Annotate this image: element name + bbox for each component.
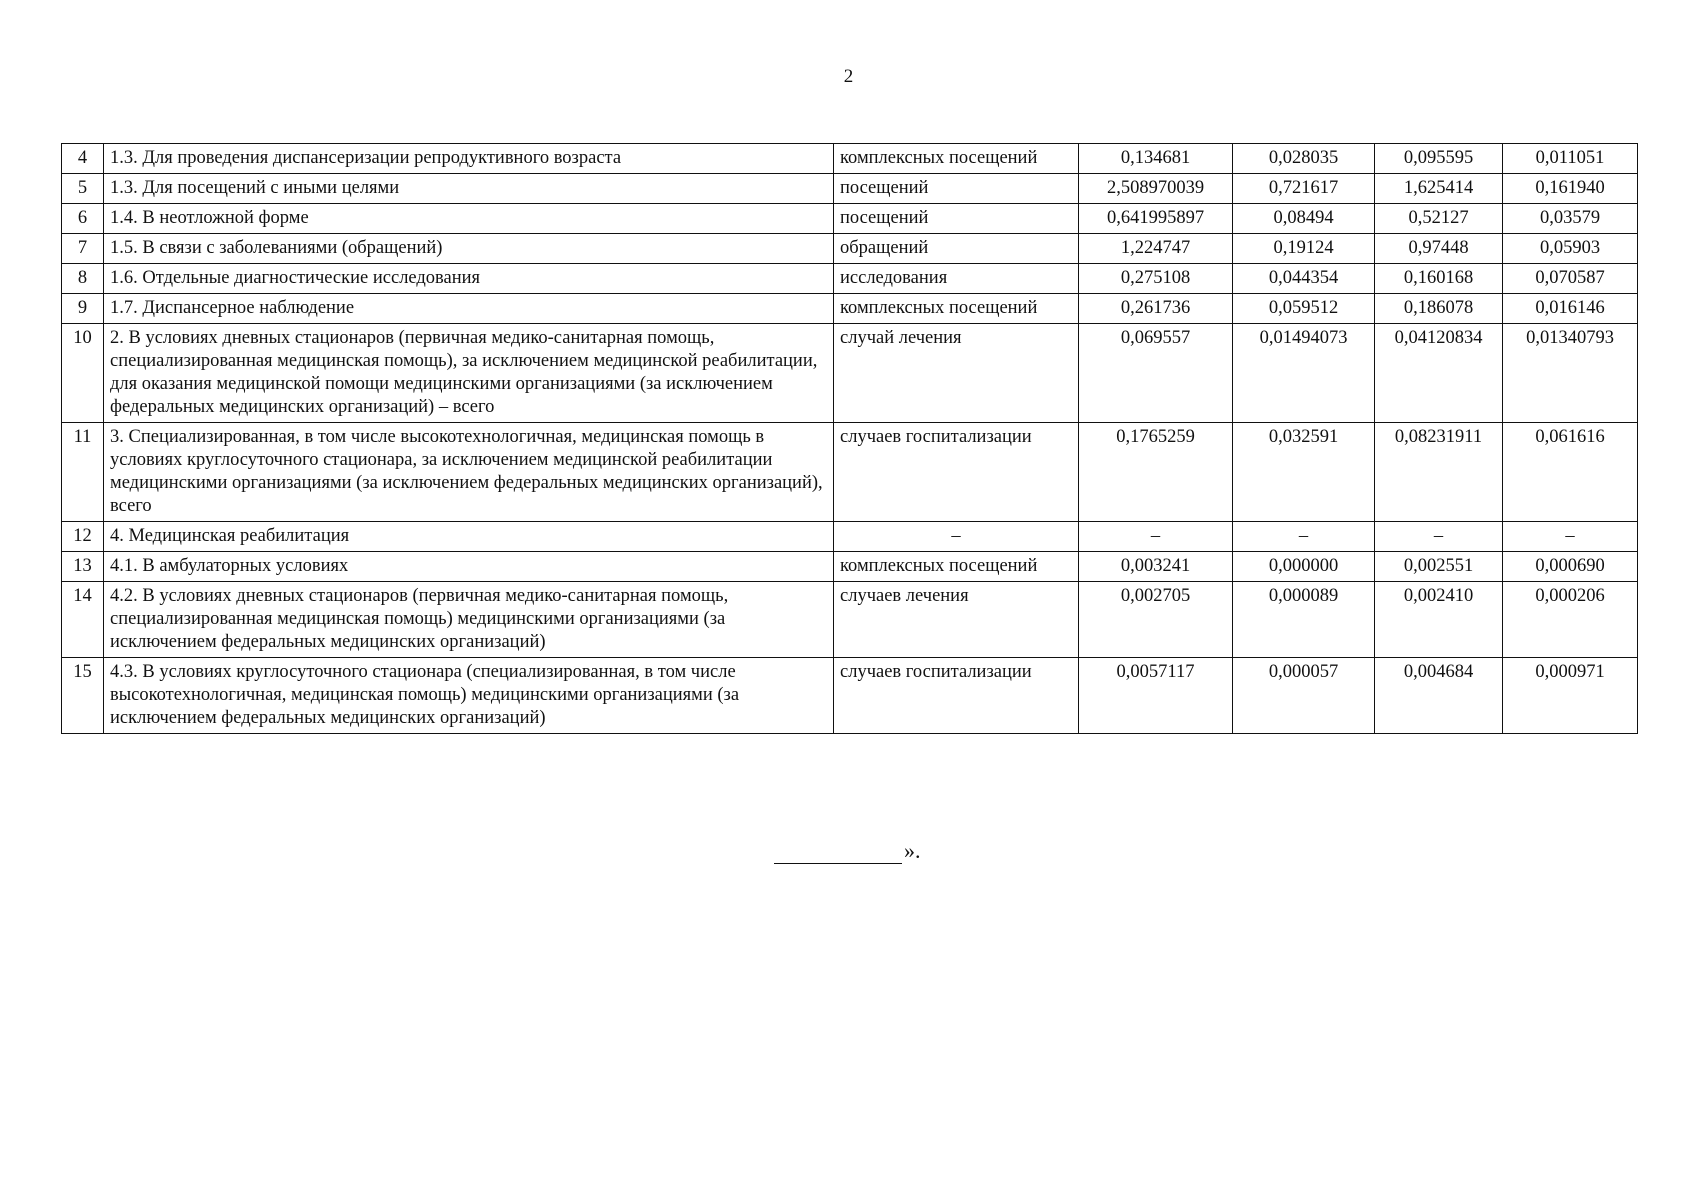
row-unit: – bbox=[834, 522, 1079, 552]
signature-line bbox=[774, 839, 902, 864]
row-value-1: 0,003241 bbox=[1079, 552, 1233, 582]
row-value-4: 0,061616 bbox=[1503, 423, 1638, 522]
data-table bbox=[61, 143, 1638, 734]
row-value-4: 0,070587 bbox=[1503, 264, 1638, 294]
row-unit: случаев госпитализации bbox=[834, 658, 1079, 734]
table-row bbox=[62, 174, 1638, 204]
row-value-4: 0,000690 bbox=[1503, 552, 1638, 582]
row-value-3: 0,04120834 bbox=[1375, 324, 1503, 423]
row-value-1: 0,275108 bbox=[1079, 264, 1233, 294]
row-value-1: 0,261736 bbox=[1079, 294, 1233, 324]
row-value-2: 0,01494073 bbox=[1233, 324, 1375, 423]
row-value-2: 0,059512 bbox=[1233, 294, 1375, 324]
row-value-4: 0,01340793 bbox=[1503, 324, 1638, 423]
table-row bbox=[62, 582, 1638, 658]
row-value-3: 1,625414 bbox=[1375, 174, 1503, 204]
row-value-4: 0,000206 bbox=[1503, 582, 1638, 658]
row-name: 1.3. Для посещений с иными целями bbox=[104, 174, 834, 204]
row-number: 5 bbox=[62, 174, 104, 204]
row-unit: комплексных посещений bbox=[834, 552, 1079, 582]
row-value-2: 0,000000 bbox=[1233, 552, 1375, 582]
row-value-3: 0,004684 bbox=[1375, 658, 1503, 734]
table-row bbox=[62, 204, 1638, 234]
row-unit: комплексных посещений bbox=[834, 144, 1079, 174]
table-row bbox=[62, 234, 1638, 264]
row-value-1: – bbox=[1079, 522, 1233, 552]
row-value-1: 0,002705 bbox=[1079, 582, 1233, 658]
row-value-4: 0,011051 bbox=[1503, 144, 1638, 174]
row-name: 4.3. В условиях круглосуточного стационара (специализированная, в том числе высокотехнологичная, медицинская помощь) медицинскими организациями (за исключением федеральных медицинских организаций) bbox=[104, 658, 834, 734]
row-number: 11 bbox=[62, 423, 104, 522]
closing-quote: ». bbox=[904, 838, 921, 863]
row-number: 7 bbox=[62, 234, 104, 264]
row-value-2: 0,08494 bbox=[1233, 204, 1375, 234]
row-number: 14 bbox=[62, 582, 104, 658]
row-value-3: 0,08231911 bbox=[1375, 423, 1503, 522]
row-value-2: – bbox=[1233, 522, 1375, 552]
row-value-1: 0,069557 bbox=[1079, 324, 1233, 423]
row-unit: исследования bbox=[834, 264, 1079, 294]
row-name: 1.4. В неотложной форме bbox=[104, 204, 834, 234]
row-value-2: 0,19124 bbox=[1233, 234, 1375, 264]
row-name: 4. Медицинская реабилитация bbox=[104, 522, 834, 552]
row-unit: обращений bbox=[834, 234, 1079, 264]
table-row bbox=[62, 522, 1638, 552]
row-value-3: 0,095595 bbox=[1375, 144, 1503, 174]
row-number: 8 bbox=[62, 264, 104, 294]
row-value-1: 0,1765259 bbox=[1079, 423, 1233, 522]
row-value-4: 0,161940 bbox=[1503, 174, 1638, 204]
row-number: 6 bbox=[62, 204, 104, 234]
table-row bbox=[62, 324, 1638, 423]
row-value-4: 0,016146 bbox=[1503, 294, 1638, 324]
table-row bbox=[62, 658, 1638, 734]
row-number: 13 bbox=[62, 552, 104, 582]
row-value-1: 0,641995897 bbox=[1079, 204, 1233, 234]
row-unit: посещений bbox=[834, 174, 1079, 204]
row-name: 4.1. В амбулаторных условиях bbox=[104, 552, 834, 582]
row-value-3: – bbox=[1375, 522, 1503, 552]
row-value-3: 0,002410 bbox=[1375, 582, 1503, 658]
row-number: 12 bbox=[62, 522, 104, 552]
row-value-2: 0,032591 bbox=[1233, 423, 1375, 522]
row-value-3: 0,52127 bbox=[1375, 204, 1503, 234]
row-value-3: 0,97448 bbox=[1375, 234, 1503, 264]
table-row bbox=[62, 264, 1638, 294]
row-value-2: 0,000089 bbox=[1233, 582, 1375, 658]
row-value-3: 0,186078 bbox=[1375, 294, 1503, 324]
row-name: 4.2. В условиях дневных стационаров (первичная медико-санитарная помощь, специализированная медицинская помощь) медицинскими организациями (за исключением федеральных медицинских организаций) bbox=[104, 582, 834, 658]
row-value-4: 0,03579 bbox=[1503, 204, 1638, 234]
row-value-2: 0,721617 bbox=[1233, 174, 1375, 204]
row-value-4: – bbox=[1503, 522, 1638, 552]
table-row bbox=[62, 144, 1638, 174]
row-value-2: 0,044354 bbox=[1233, 264, 1375, 294]
row-name: 1.5. В связи с заболеваниями (обращений) bbox=[104, 234, 834, 264]
row-name: 1.3. Для проведения диспансеризации репродуктивного возраста bbox=[104, 144, 834, 174]
row-value-3: 0,160168 bbox=[1375, 264, 1503, 294]
row-unit: посещений bbox=[834, 204, 1079, 234]
closing-mark bbox=[774, 838, 921, 864]
row-unit: случаев лечения bbox=[834, 582, 1079, 658]
row-unit: случаев госпитализации bbox=[834, 423, 1079, 522]
row-name: 2. В условиях дневных стационаров (первичная медико-санитарная помощь, специализированная медицинская помощь), за исключением медицинской реабилитации, для оказания медицинской помощи медицинскими организациями (за исключением федеральных медицинских организаций) – всего bbox=[104, 324, 834, 423]
table-row bbox=[62, 423, 1638, 522]
page-number: 2 bbox=[843, 66, 854, 87]
row-unit: случай лечения bbox=[834, 324, 1079, 423]
row-value-4: 0,05903 bbox=[1503, 234, 1638, 264]
row-unit: комплексных посещений bbox=[834, 294, 1079, 324]
row-value-1: 0,134681 bbox=[1079, 144, 1233, 174]
row-value-2: 0,028035 bbox=[1233, 144, 1375, 174]
row-name: 3. Специализированная, в том числе высокотехнологичная, медицинская помощь в условиях круглосуточного стационара, за исключением медицинской реабилитации медицинскими организациями (за исключением федеральных медицинских организаций), всего bbox=[104, 423, 834, 522]
row-name: 1.7. Диспансерное наблюдение bbox=[104, 294, 834, 324]
row-value-3: 0,002551 bbox=[1375, 552, 1503, 582]
row-number: 10 bbox=[62, 324, 104, 423]
row-value-4: 0,000971 bbox=[1503, 658, 1638, 734]
row-number: 15 bbox=[62, 658, 104, 734]
row-name: 1.6. Отдельные диагностические исследования bbox=[104, 264, 834, 294]
row-number: 9 bbox=[62, 294, 104, 324]
row-number: 4 bbox=[62, 144, 104, 174]
table-row bbox=[62, 552, 1638, 582]
row-value-1: 1,224747 bbox=[1079, 234, 1233, 264]
row-value-1: 0,0057117 bbox=[1079, 658, 1233, 734]
row-value-2: 0,000057 bbox=[1233, 658, 1375, 734]
row-value-1: 2,508970039 bbox=[1079, 174, 1233, 204]
table-row bbox=[62, 294, 1638, 324]
